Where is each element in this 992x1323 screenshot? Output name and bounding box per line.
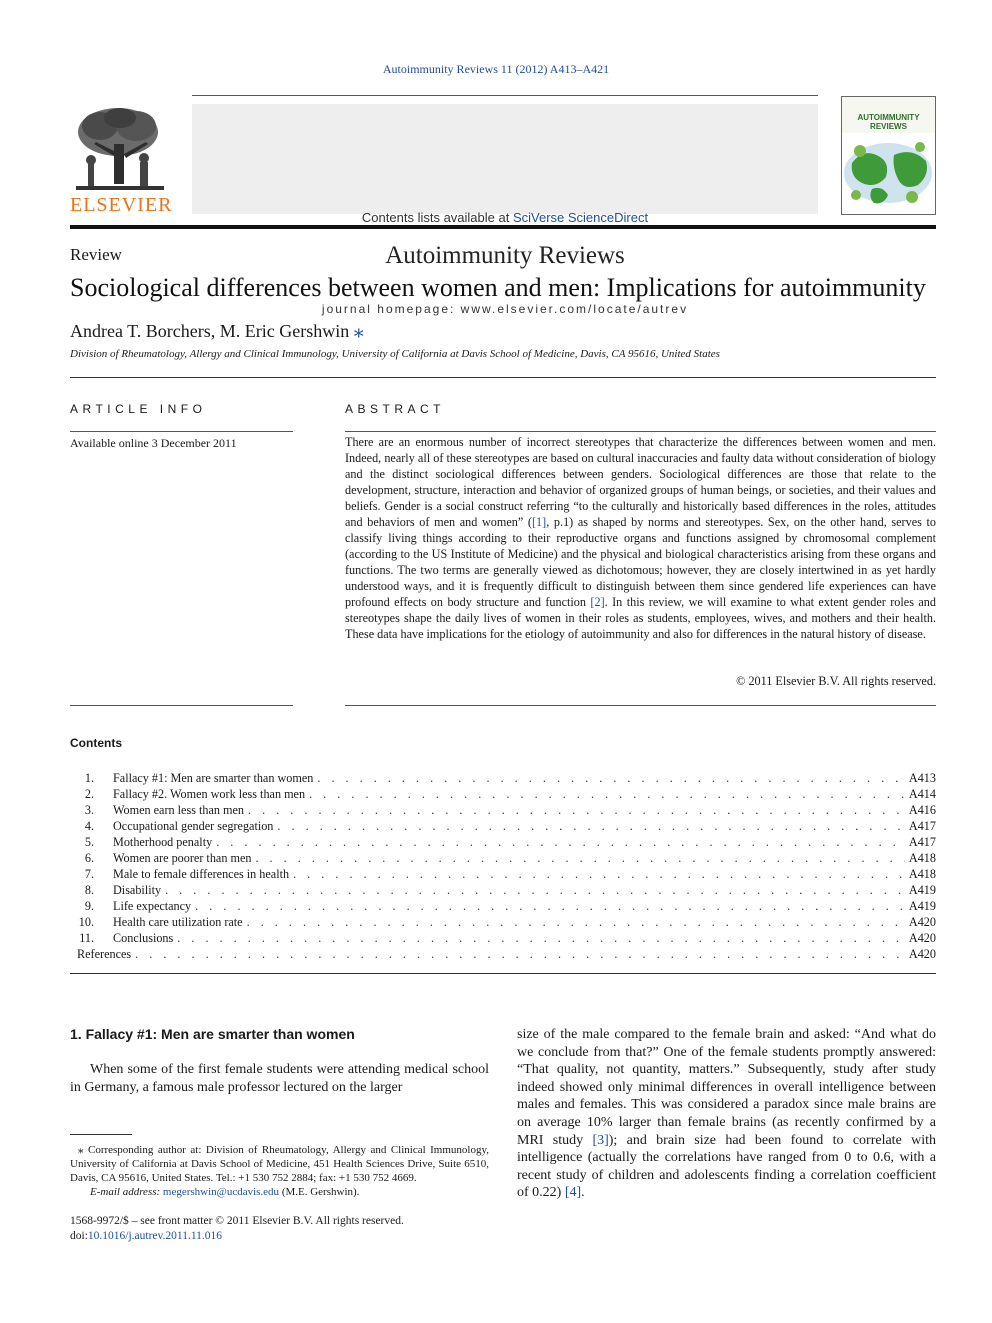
body-part-3: . — [581, 1185, 585, 1201]
contents-bottom-rule — [70, 973, 936, 974]
article-info-heading: ARTICLE INFO — [70, 402, 207, 416]
toc-page: A420 — [908, 947, 936, 961]
toc-page: A419 — [908, 899, 936, 913]
abstract-heading: ABSTRACT — [345, 402, 446, 416]
doi-link[interactable]: 10.1016/j.autrev.2011.11.016 — [87, 1230, 223, 1242]
journal-homepage[interactable]: journal homepage: www.elsevier.com/locate/autrev — [321, 302, 689, 316]
section-1-heading: 1. Fallacy #1: Men are smarter than women — [70, 1026, 355, 1042]
toc-leader — [248, 802, 905, 818]
toc-number: 8. — [84, 883, 94, 897]
contents-available-line — [192, 210, 818, 225]
toc-item[interactable] — [70, 866, 936, 882]
toc-number: 7. — [84, 867, 94, 881]
toc-item[interactable] — [70, 850, 936, 866]
reference-link-4[interactable]: [4] — [564, 1185, 582, 1201]
toc-title: Male to female differences in health — [113, 867, 290, 881]
toc-number: 2. — [84, 787, 94, 801]
toc-leader — [255, 850, 904, 866]
toc-number: 4. — [84, 819, 94, 833]
reference-link-3[interactable]: [3] — [592, 1132, 609, 1148]
toc-title: Fallacy #1: Men are smarter than women — [113, 771, 314, 785]
toc-title: Disability — [113, 883, 162, 897]
toc-number: 11. — [79, 931, 94, 945]
toc-page: A416 — [908, 803, 936, 817]
elsevier-tree-logo — [70, 104, 170, 196]
toc-page: A418 — [908, 851, 936, 865]
issn-line: 1568-9972/$ – see front matter © 2011 Elsevier B.V. All rights reserved. — [70, 1215, 404, 1227]
toc-item[interactable] — [70, 898, 936, 914]
toc-page: A417 — [908, 819, 936, 833]
toc-leader — [165, 882, 905, 898]
toc-page: A420 — [908, 915, 936, 929]
sciencedirect-link[interactable]: SciVerse ScienceDirect — [512, 210, 649, 225]
author-affiliation: Division of Rheumatology, Allergy and Clinical Immunology, University of California at Davis School of Medicine, Davis, CA 95616, United States — [70, 348, 720, 360]
toc-item[interactable] — [70, 818, 936, 834]
toc-leader — [216, 834, 905, 850]
toc-number: 6. — [84, 851, 94, 865]
toc-title: Motherhood penalty — [113, 835, 213, 849]
toc-page: A413 — [908, 771, 936, 785]
toc-item[interactable] — [70, 882, 936, 898]
toc-leader — [135, 946, 905, 962]
toc-title: Health care utilization rate — [113, 915, 243, 929]
abstract-part-3: . In this review, we will examine to what extent gender roles and stereotypes shape the daily lives of women in their roles as students, employees, wives, and mothers and their health. These data have implications for the etiology of autoimmunity and also for differences in the natural history of disease. — [345, 595, 936, 641]
body-part-1: size of the male compared to the female brain and asked: “And what do we conclude from that?” One of the female students promptly answered: “That quality, not quantity, matters.” Subsequently, study after study indeed showed only minimal differences in overall intelligence between males and females. This was considered a paradox since male brains are on average 10% larger than female brains (as recently confirmed by a MRI study — [517, 1027, 936, 1148]
toc-title: Conclusions — [113, 931, 174, 945]
toc-number: 3. — [84, 803, 94, 817]
toc-title: Occupational gender segregation — [113, 819, 274, 833]
toc-leader — [317, 770, 905, 786]
footnote-mark: ⁎ — [78, 1144, 84, 1156]
toc-item[interactable] — [70, 770, 936, 786]
doi-line — [70, 1229, 489, 1244]
toc-leader — [247, 914, 905, 930]
toc-number: 1. — [84, 771, 94, 785]
toc-leader — [177, 930, 905, 946]
toc-page: A420 — [908, 931, 936, 945]
toc-leader — [277, 818, 905, 834]
section-1-right-column — [517, 1026, 936, 1202]
toc-item[interactable] — [70, 914, 936, 930]
toc-page: A417 — [908, 835, 936, 849]
toc-item[interactable] — [70, 834, 936, 850]
doi-label: doi: — [70, 1230, 88, 1242]
toc-title: Women are poorer than men — [113, 851, 252, 865]
header-thick-rule — [70, 225, 936, 229]
journal-name: Autoimmunity Reviews — [385, 242, 625, 269]
toc-leader — [309, 786, 905, 802]
abstract-copyright: © 2011 Elsevier B.V. All rights reserved. — [736, 674, 936, 688]
corresponding-author-footnote — [70, 1143, 489, 1199]
toc-title: Fallacy #2. Women work less than men — [113, 787, 306, 801]
toc-leader — [195, 898, 905, 914]
toc-number: 10. — [78, 915, 94, 929]
toc-item[interactable] — [70, 802, 936, 818]
toc-page: A419 — [908, 883, 936, 897]
article-type: Review — [70, 245, 122, 264]
contents-heading: Contents — [70, 736, 122, 750]
body-part-2: ); and brain size had been found to correlate with intelligence (actually the correlations have ranged from 0 to 0.6, with a recent study of children and adolescents finding a correlation coefficient of 0.22) — [517, 1132, 936, 1201]
toc-title: Women earn less than men — [113, 803, 245, 817]
toc-number: 9. — [84, 899, 94, 913]
toc-references[interactable] — [70, 946, 936, 962]
title-block-rule — [70, 377, 936, 378]
cover-title: AUTOIMMUNITY REVIEWS — [857, 113, 920, 131]
toc-item[interactable] — [70, 786, 936, 802]
article-info-bottom-rule — [70, 705, 293, 706]
abstract-part-2: , p.1) as shaped by norms and stereotypes. Sex, on the other hand, serves to classify living things according to their reproductive organs and functions assigned by chromosomal complement (according to the US Institute of Medicine) and the physical and biological characteristics arising from these organs and functions. The two terms are generally viewed as dichotomous; however, they are closely intertwined in as yet hardly understood ways, and it is frequently difficult to distinguish between them since gendered life experiences can have profound effects on body structure and function — [345, 515, 936, 609]
journal-cover-thumbnail — [841, 96, 936, 215]
reference-link-2[interactable]: [2] — [590, 595, 605, 609]
elsevier-wordmark: ELSEVIER — [70, 194, 173, 216]
email-label: E-mail address: — [90, 1186, 161, 1198]
article-title: Sociological differences between women and men: Implications for autoimmunity — [70, 273, 926, 302]
available-online-date: Available online 3 December 2011 — [70, 436, 237, 450]
author-names: Andrea T. Borchers, M. Eric Gershwin — [70, 321, 350, 341]
cover-artwork-icon — [842, 133, 935, 214]
toc-number: 5. — [84, 835, 94, 849]
reference-link-1[interactable]: [1] — [532, 515, 547, 529]
section-1-left-column: When some of the first female students were attending medical school in Germany, a famous male professor lectured on the larger — [70, 1062, 489, 1095]
abstract-part-1: There are an enormous number of incorrect stereotypes that characterize the differences between women and men. Indeed, nearly all of these stereotypes are based on cultural inaccuracies and faulty data without consideration of biology and the distinct sociological differences between genders. Sociological differences are those that relate to the development, structure, interaction and behavior of organized groups of human beings, or societies, and their values and beliefs. Gender is a social construct referring “to the culturally and historically based differences in the roles, attitudes and behaviors of men and women” ( — [345, 435, 936, 529]
author-list — [70, 318, 364, 343]
toc-page: A418 — [908, 867, 936, 881]
email-suffix: (M.E. Gershwin). — [279, 1186, 360, 1198]
abstract-text — [345, 434, 936, 642]
email-link[interactable]: megershwin@ucdavis.edu — [162, 1186, 280, 1198]
toc-page: A414 — [908, 787, 936, 801]
table-of-contents — [70, 770, 936, 962]
toc-title: References — [77, 947, 132, 961]
header-top-rule — [192, 95, 818, 96]
contents-available-text: Contents lists available at — [361, 210, 513, 225]
corresponding-author-mark[interactable]: ⁎ — [353, 320, 364, 342]
toc-leader — [293, 866, 905, 882]
abstract-rule — [345, 431, 936, 432]
footnote-rule — [70, 1134, 132, 1135]
journal-citation[interactable]: Autoimmunity Reviews 11 (2012) A413–A421 — [382, 62, 610, 76]
footnote-text: Corresponding author at: Division of Rheumatology, Allergy and Clinical Immunology, University of California at Davis School of Medicine, 451 Health Sciences Drive, Suite 6510, Davis, CA 95616, United States. Tel.: +1 530 752 2884; fax: +1 530 752 4669. — [70, 1144, 489, 1184]
toc-item[interactable] — [70, 930, 936, 946]
toc-title: Life expectancy — [113, 899, 192, 913]
article-info-rule — [70, 431, 293, 432]
abstract-bottom-rule — [345, 705, 936, 706]
imprint — [70, 1214, 489, 1244]
